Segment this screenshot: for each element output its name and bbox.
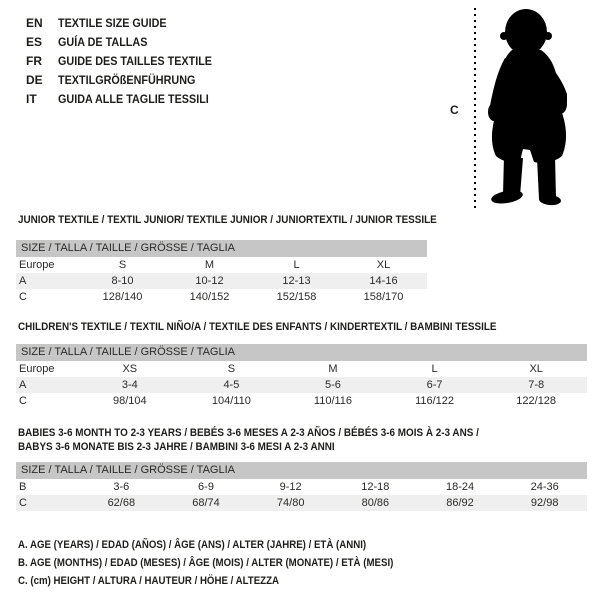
table-row [16, 289, 427, 305]
language-title: GUIDA ALLE TAGLIE TESSILI [58, 91, 209, 106]
row-label: Europe [19, 259, 55, 271]
language-list [26, 13, 229, 108]
table-cell: 24-36 [530, 481, 559, 493]
height-dotted-line [474, 8, 476, 208]
language-row [26, 89, 229, 108]
footnote-height: C. (cm) HEIGHT / ALTURA / HAUTEUR / HÖHE / ALTEZZA [18, 575, 280, 587]
language-code: IT [26, 91, 37, 106]
table-row [16, 495, 587, 511]
language-title: TEXTILGRÖßENFÜHRUNG [58, 72, 196, 87]
row-label: Europe [19, 363, 55, 375]
table-cell: S [227, 363, 236, 375]
table-cell: 110/116 [313, 395, 353, 407]
babies-textile-title-line2: BABYS 3-6 MONATE BIS 2-3 JAHRE / BAMBINI 3-6 MESI A 2-3 ANNI [18, 441, 335, 453]
table-row [16, 273, 427, 289]
babies-textile-title-line1: BABIES 3-6 MONTH TO 2-3 YEARS / BEBÉS 3-6 MESES A 2-3 AÑOS / BÉBÉS 3-6 MOIS À 2-3 ANS / [18, 427, 479, 439]
language-title: TEXTILE SIZE GUIDE [58, 15, 167, 30]
table-cell: 116/122 [415, 395, 455, 407]
toddler-silhouette-icon [487, 6, 590, 207]
language-row [26, 13, 229, 32]
footnote-age-years: A. AGE (YEARS) / EDAD (AÑOS) / ÂGE (ANS) / ALTER (JAHRE) / ETÀ (ANNI) [18, 539, 367, 551]
table-cell: 98/104 [112, 395, 147, 407]
table-row [16, 479, 587, 495]
table-cell: 92/98 [530, 497, 559, 509]
table-cell: 6-7 [426, 379, 443, 391]
footnote-age-months: B. AGE (MONTHS) / EDAD (MESES) / ÂGE (MOIS) / ALTER (MONATE) / ETÀ (MESI) [18, 557, 394, 569]
table-cell: 122/128 [516, 395, 557, 407]
table-cell: 128/140 [102, 291, 143, 303]
language-code: EN [26, 15, 43, 30]
table-cell: 152/158 [276, 291, 317, 303]
table-cell: 7-8 [528, 379, 545, 391]
table-cell: 104/110 [211, 395, 251, 407]
table-cell: S [118, 259, 127, 271]
table-cell: 68/74 [192, 497, 220, 509]
table-cell: 74/80 [276, 497, 305, 509]
table-cell: 14-16 [369, 275, 398, 287]
childrens-textile-title: CHILDREN'S TEXTILE / TEXTIL NIÑO/A / TEXTILE DES ENFANTS / KINDERTEXTIL / BAMBINI TESSILE [18, 321, 497, 333]
table-cell: 86/92 [446, 497, 474, 509]
language-row [26, 32, 229, 51]
row-label: C [19, 291, 27, 303]
table-row [16, 361, 587, 377]
table-cell: XL [529, 363, 543, 375]
size-header-bar: SIZE / TALLA / TAILLE / GRÖSSE / TAGLIA [16, 462, 587, 479]
table-rows [16, 479, 587, 511]
language-code: FR [26, 53, 42, 68]
footnotes [18, 536, 445, 590]
table-cell: 62/68 [107, 497, 136, 509]
table-cell: 140/152 [189, 291, 230, 303]
babies-textile-table [16, 462, 587, 511]
language-title: GUIDE DES TAILLES TEXTILE [58, 53, 213, 68]
childrens-textile-table [16, 344, 587, 409]
junior-textile-title: JUNIOR TEXTILE / TEXTIL JUNIOR/ TEXTILE JUNIOR / JUNIORTEXTIL / JUNIOR TESSILE [18, 214, 437, 226]
table-cell: 4-5 [223, 379, 240, 391]
height-marker-label: C [450, 103, 459, 117]
row-label: C [19, 497, 27, 509]
row-label: A [19, 275, 27, 287]
table-cell: 9-12 [279, 481, 302, 493]
table-cell: 6-9 [198, 481, 214, 493]
table-row [16, 257, 427, 273]
table-cell: 5-6 [325, 379, 341, 391]
row-label: B [19, 481, 27, 493]
table-cell: 3-6 [113, 481, 130, 493]
language-row [26, 70, 229, 89]
table-row [16, 393, 587, 409]
table-cell: 8-10 [111, 275, 134, 287]
table-row [16, 377, 587, 393]
table-cell: 80/86 [361, 497, 390, 509]
table-cell: 12-13 [282, 275, 311, 287]
language-code: ES [26, 34, 43, 49]
table-cell: XS [122, 363, 138, 375]
table-cell: 12-18 [361, 481, 390, 493]
row-label: A [19, 379, 27, 391]
language-code: DE [26, 72, 43, 87]
junior-textile-table [16, 240, 427, 305]
table-cell: M [328, 363, 338, 375]
table-cell: L [293, 259, 300, 271]
table-cell: 158/170 [363, 291, 404, 303]
row-label: C [19, 395, 27, 407]
size-header-bar: SIZE / TALLA / TAILLE / GRÖSSE / TAGLIA [16, 344, 587, 361]
table-cell: XL [376, 259, 391, 271]
table-cell: 10-12 [195, 275, 224, 287]
table-cell: L [431, 363, 438, 375]
table-cell: 3-4 [121, 379, 138, 391]
table-rows [16, 361, 587, 409]
language-row [26, 51, 229, 70]
table-cell: 18-24 [445, 481, 475, 493]
size-header-bar: SIZE / TALLA / TAILLE / GRÖSSE / TAGLIA [16, 240, 427, 257]
table-cell: M [204, 259, 215, 271]
table-rows [16, 257, 427, 305]
language-title: GUÍA DE TALLAS [58, 34, 148, 49]
